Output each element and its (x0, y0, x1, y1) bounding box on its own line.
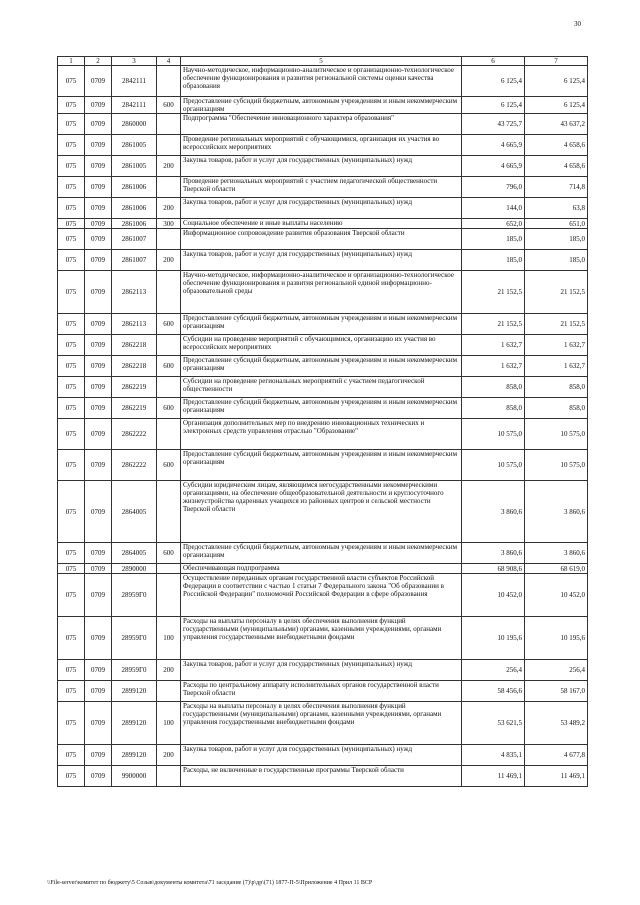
table-cell-c4: 600 (157, 314, 181, 335)
table-cell-c2: 0709 (85, 745, 112, 766)
table-cell-c6: 1 632,7 (462, 356, 525, 377)
table-cell-c3: 2842111 (112, 97, 157, 114)
table-cell-c1: 075 (58, 335, 85, 356)
table-cell-c3: 2861005 (112, 156, 157, 177)
table-cell-c6: 11 469,1 (462, 766, 525, 787)
table-cell-c7: 10 575,0 (525, 450, 588, 481)
table-cell-c5: Закупка товаров, работ и услуг для государственных (муниципальных) нужд (181, 250, 462, 271)
table-row (58, 335, 588, 356)
table-cell-c1: 075 (58, 177, 85, 198)
table-cell-c3: 28959Г0 (112, 660, 157, 681)
table-cell-c1: 075 (58, 617, 85, 660)
table-cell-c2: 0709 (85, 377, 112, 398)
table-cell-c2: 0709 (85, 271, 112, 314)
table-cell-c5: Предоставление субсидий бюджетным, автономным учреждениям и иным некоммерческим организациям (181, 543, 462, 564)
table-row (58, 543, 588, 564)
table-cell-c7: 4 677,8 (525, 745, 588, 766)
table-row (58, 564, 588, 574)
table-cell-c2: 0709 (85, 766, 112, 787)
table-cell-c7: 3 860,6 (525, 543, 588, 564)
table-cell-c1: 075 (58, 398, 85, 419)
table-cell-c4 (157, 114, 181, 135)
table-row (58, 114, 588, 135)
table-row (58, 574, 588, 617)
table-cell-c2: 0709 (85, 702, 112, 745)
header-cell: 5 (181, 57, 462, 66)
table-cell-c5: Закупка товаров, работ и услуг для государственных (муниципальных) нужд (181, 198, 462, 219)
table-cell-c5: Субсидии на проведение региональных мероприятий с участием педагогической общественности (181, 377, 462, 398)
table-cell-c1: 075 (58, 481, 85, 543)
table-cell-c2: 0709 (85, 617, 112, 660)
table-cell-c6: 58 456,6 (462, 681, 525, 702)
table-cell-c1: 075 (58, 766, 85, 787)
table-cell-c6: 10 575,0 (462, 450, 525, 481)
table-cell-c4 (157, 481, 181, 543)
table-cell-c3: 2861007 (112, 229, 157, 250)
table-cell-c2: 0709 (85, 198, 112, 219)
table-cell-c7: 651,0 (525, 219, 588, 229)
table-cell-c3: 9900000 (112, 766, 157, 787)
table-cell-c6: 1 632,7 (462, 335, 525, 356)
table-cell-c7: 4 658,6 (525, 156, 588, 177)
table-row (58, 377, 588, 398)
table-cell-c7: 714,8 (525, 177, 588, 198)
table-row (58, 314, 588, 335)
table-cell-c4 (157, 177, 181, 198)
table-cell-c1: 075 (58, 66, 85, 97)
table-cell-c7: 68 619,0 (525, 564, 588, 574)
table-cell-c3: 2864005 (112, 481, 157, 543)
table-cell-c6: 10 575,0 (462, 419, 525, 450)
table-cell-c6: 796,0 (462, 177, 525, 198)
table-cell-c5: Субсидии юридическим лицам, являющимся негосударственными некоммерческими организациями, на обеспечение общеобразовательной деятельности и круглосуточного жизнеустройства одаренных учащихся из районных центров и сельской местности Тверской области (181, 481, 462, 543)
table-cell-c5: Расходы, не включенные в государственные программы Тверской области (181, 766, 462, 787)
table-row (58, 745, 588, 766)
table-cell-c3: 2862219 (112, 398, 157, 419)
table-cell-c5: Обеспечивающая подпрограмма (181, 564, 462, 574)
table-cell-c1: 075 (58, 564, 85, 574)
table-cell-c7: 43 637,2 (525, 114, 588, 135)
table-cell-c1: 075 (58, 543, 85, 564)
table-cell-c4: 200 (157, 198, 181, 219)
table-cell-c6: 256,4 (462, 660, 525, 681)
table-cell-c4 (157, 766, 181, 787)
table-cell-c5: Расходы по центральному аппарату исполнительных органов государственной власти Тверской области (181, 681, 462, 702)
table-cell-c6: 3 860,6 (462, 543, 525, 564)
table-cell-c2: 0709 (85, 97, 112, 114)
table-row (58, 660, 588, 681)
table-cell-c5: Предоставление субсидий бюджетным, автономным учреждениям и иным некоммерческим организациям (181, 450, 462, 481)
budget-table (57, 56, 588, 787)
table-cell-c2: 0709 (85, 114, 112, 135)
table-cell-c1: 075 (58, 114, 85, 135)
table-cell-c6: 185,0 (462, 229, 525, 250)
table-cell-c2: 0709 (85, 229, 112, 250)
table-cell-c3: 2862219 (112, 377, 157, 398)
header-cell: 4 (157, 57, 181, 66)
table-cell-c6: 53 621,5 (462, 702, 525, 745)
table-cell-c3: 2862113 (112, 314, 157, 335)
table-cell-c4 (157, 66, 181, 97)
table-cell-c1: 075 (58, 314, 85, 335)
table-cell-c7: 10 575,0 (525, 419, 588, 450)
table-cell-c1: 075 (58, 702, 85, 745)
table-cell-c7: 11 469,1 (525, 766, 588, 787)
table-cell-c6: 6 125,4 (462, 97, 525, 114)
header-cell: 3 (112, 57, 157, 66)
table-cell-c2: 0709 (85, 219, 112, 229)
table-cell-c5: Расходы на выплаты персоналу в целях обеспечения выполнения функций государственными (муниципальными) органами, казенными учреждениями, органами управления государственными внебюджетными фондами (181, 702, 462, 745)
table-cell-c2: 0709 (85, 481, 112, 543)
table-cell-c7: 21 152,5 (525, 314, 588, 335)
table-cell-c3: 2862222 (112, 419, 157, 450)
table-cell-c4: 300 (157, 219, 181, 229)
table-cell-c5: Организация дополнительных мер по внедрению инновационных технических и электронных средств управления отраслью "Образование" (181, 419, 462, 450)
table-cell-c6: 10 452,0 (462, 574, 525, 617)
table-cell-c6: 43 725,7 (462, 114, 525, 135)
table-cell-c7: 63,8 (525, 198, 588, 219)
table-cell-c3: 2861006 (112, 219, 157, 229)
table-cell-c2: 0709 (85, 177, 112, 198)
table-cell-c5: Социальное обеспечение и иные выплаты населению (181, 219, 462, 229)
table-row (58, 156, 588, 177)
table-cell-c1: 075 (58, 219, 85, 229)
table-row (58, 219, 588, 229)
table-cell-c4 (157, 377, 181, 398)
table-cell-c3: 2842111 (112, 66, 157, 97)
table-cell-c6: 4 665,9 (462, 135, 525, 156)
table-cell-c4: 200 (157, 745, 181, 766)
table-cell-c3: 28959Г0 (112, 574, 157, 617)
table-cell-c2: 0709 (85, 681, 112, 702)
header-cell: 1 (58, 57, 85, 66)
table-cell-c3: 2861005 (112, 135, 157, 156)
table-row (58, 177, 588, 198)
table-cell-c3: 2899120 (112, 702, 157, 745)
table-cell-c3: 28959Г0 (112, 617, 157, 660)
table-row (58, 135, 588, 156)
table-cell-c3: 2860000 (112, 114, 157, 135)
table-cell-c5: Закупка товаров, работ и услуг для государственных (муниципальных) нужд (181, 156, 462, 177)
table-cell-c3: 2862222 (112, 450, 157, 481)
table-cell-c4 (157, 574, 181, 617)
table-cell-c6: 10 195,6 (462, 617, 525, 660)
table-cell-c5: Научно-методическое, информационно-аналитическое и организационно-технологическое обеспечение функционирования и развития региональной единой информационно-образовательной среды (181, 271, 462, 314)
table-row (58, 356, 588, 377)
table-cell-c5: Проведение региональных мероприятий с обучающимися, организация их участия во всероссийских мероприятиях (181, 135, 462, 156)
table-cell-c5: Предоставление субсидий бюджетным, автономным учреждениям и иным некоммерческим организациям (181, 356, 462, 377)
table-cell-c1: 075 (58, 377, 85, 398)
table-cell-c4: 600 (157, 398, 181, 419)
table-cell-c1: 075 (58, 745, 85, 766)
table-cell-c3: 2862113 (112, 271, 157, 314)
table-cell-c4 (157, 419, 181, 450)
table-cell-c5: Расходы на выплаты персоналу в целях обеспечения выполнения функций государственными (муниципальными) органами, казенными учреждениями, органами управления государственными внебюджетными фондами (181, 617, 462, 660)
table-cell-c6: 21 152,5 (462, 271, 525, 314)
table-cell-c5: Подпрограмма "Обеспечение инновационного характера образования" (181, 114, 462, 135)
table-cell-c5: Закупка товаров, работ и услуг для государственных (муниципальных) нужд (181, 660, 462, 681)
table-cell-c3: 2890000 (112, 564, 157, 574)
table-cell-c1: 075 (58, 419, 85, 450)
table-cell-c1: 075 (58, 229, 85, 250)
table-cell-c6: 3 860,6 (462, 481, 525, 543)
table-cell-c2: 0709 (85, 574, 112, 617)
table-cell-c2: 0709 (85, 660, 112, 681)
table-cell-c1: 075 (58, 250, 85, 271)
table-cell-c4: 100 (157, 617, 181, 660)
table-cell-c2: 0709 (85, 335, 112, 356)
table-cell-c7: 10 452,0 (525, 574, 588, 617)
table-cell-c1: 075 (58, 574, 85, 617)
table-cell-c1: 075 (58, 156, 85, 177)
table-cell-c7: 58 167,0 (525, 681, 588, 702)
table-cell-c2: 0709 (85, 156, 112, 177)
table-row (58, 702, 588, 745)
table-cell-c6: 652,0 (462, 219, 525, 229)
table-cell-c7: 4 658,6 (525, 135, 588, 156)
table-cell-c3: 2861006 (112, 198, 157, 219)
footer-file-path: \\File-server\комитет по бюджету\5 Созыв\документы комитета\71 заседание (7)\р\др\(71) 1877-П-5\Приложение 4 Прил 11 ВСР (47, 880, 373, 886)
table-cell-c3: 2899120 (112, 745, 157, 766)
table-row (58, 97, 588, 114)
table-cell-c7: 858,0 (525, 398, 588, 419)
table-cell-c2: 0709 (85, 564, 112, 574)
table-cell-c3: 2862218 (112, 335, 157, 356)
table-cell-c5: Предоставление субсидий бюджетным, автономным учреждениям и иным некоммерческим организациям (181, 398, 462, 419)
table-cell-c6: 4 665,9 (462, 156, 525, 177)
table-cell-c4: 100 (157, 702, 181, 745)
table-cell-c6: 68 908,6 (462, 564, 525, 574)
table-cell-c7: 858,0 (525, 377, 588, 398)
table-row (58, 198, 588, 219)
table-cell-c7: 21 152,5 (525, 271, 588, 314)
table-cell-c4: 600 (157, 450, 181, 481)
table-cell-c5: Научно-методическое, информационно-аналитическое и организационно-технологическое обеспечение функционирования и развития региональной системы оценки качества образования (181, 66, 462, 97)
table-cell-c1: 075 (58, 271, 85, 314)
table-cell-c7: 1 632,7 (525, 335, 588, 356)
table-cell-c4 (157, 681, 181, 702)
table-cell-c7: 6 125,4 (525, 66, 588, 97)
table-cell-c4 (157, 271, 181, 314)
table-cell-c6: 144,0 (462, 198, 525, 219)
table-row (58, 66, 588, 97)
table-cell-c6: 185,0 (462, 250, 525, 271)
table-cell-c4: 200 (157, 156, 181, 177)
table-cell-c3: 2861006 (112, 177, 157, 198)
table-row (58, 250, 588, 271)
table-cell-c7: 6 125,4 (525, 97, 588, 114)
table-cell-c7: 185,0 (525, 229, 588, 250)
table-cell-c4 (157, 335, 181, 356)
table-row (58, 450, 588, 481)
table-cell-c4: 600 (157, 97, 181, 114)
table-cell-c2: 0709 (85, 250, 112, 271)
table-row (58, 481, 588, 543)
header-cell: 2 (85, 57, 112, 66)
table-cell-c7: 53 489,2 (525, 702, 588, 745)
table-cell-c3: 2864005 (112, 543, 157, 564)
table-cell-c4 (157, 564, 181, 574)
table-cell-c1: 075 (58, 97, 85, 114)
table-cell-c4: 600 (157, 543, 181, 564)
table-cell-c4: 200 (157, 250, 181, 271)
table-cell-c5: Закупка товаров, работ и услуг для государственных (муниципальных) нужд (181, 745, 462, 766)
table-row (58, 271, 588, 314)
table-cell-c1: 075 (58, 135, 85, 156)
table-cell-c5: Осуществление переданных органам государственной власти субъектов Российской Федерации в соответствии с частью 1 статьи 7 Федерального закона "Об образовании в Российской Федерации" полномочий Российской Федерации в сфере образования (181, 574, 462, 617)
table-cell-c4 (157, 229, 181, 250)
table-cell-c7: 185,0 (525, 250, 588, 271)
table-cell-c6: 858,0 (462, 398, 525, 419)
table-row (58, 766, 588, 787)
table-cell-c7: 10 195,6 (525, 617, 588, 660)
table-cell-c4: 600 (157, 356, 181, 377)
table-cell-c1: 075 (58, 681, 85, 702)
table-cell-c5: Предоставление субсидий бюджетным, автономным учреждениям и иным некоммерческим организациям (181, 314, 462, 335)
table-cell-c1: 075 (58, 450, 85, 481)
table-cell-c1: 075 (58, 356, 85, 377)
table-cell-c3: 2862218 (112, 356, 157, 377)
table-cell-c2: 0709 (85, 356, 112, 377)
table-cell-c6: 21 152,5 (462, 314, 525, 335)
table-cell-c6: 6 125,4 (462, 66, 525, 97)
table-cell-c5: Проведение региональных мероприятий с участием педагогической общественности Тверской области (181, 177, 462, 198)
table-cell-c2: 0709 (85, 314, 112, 335)
table-header-row (58, 57, 588, 66)
table-cell-c5: Субсидии на проведение мероприятий с обучающимися, организацию их участия во всероссийских мероприятиях (181, 335, 462, 356)
table-cell-c2: 0709 (85, 543, 112, 564)
table-cell-c1: 075 (58, 660, 85, 681)
table-row (58, 398, 588, 419)
table-cell-c3: 2861007 (112, 250, 157, 271)
table-cell-c6: 858,0 (462, 377, 525, 398)
table-row (58, 419, 588, 450)
table-row (58, 229, 588, 250)
table-cell-c4 (157, 135, 181, 156)
table-cell-c3: 2899120 (112, 681, 157, 702)
table-cell-c7: 1 632,7 (525, 356, 588, 377)
table-cell-c1: 075 (58, 198, 85, 219)
page-number: 30 (574, 20, 581, 28)
table-cell-c2: 0709 (85, 398, 112, 419)
table-cell-c5: Информационное сопровождение развития образования Тверской области (181, 229, 462, 250)
header-cell: 7 (525, 57, 588, 66)
table-cell-c4: 200 (157, 660, 181, 681)
table-cell-c2: 0709 (85, 419, 112, 450)
header-cell: 6 (462, 57, 525, 66)
table-row (58, 617, 588, 660)
table-cell-c7: 256,4 (525, 660, 588, 681)
table-row (58, 681, 588, 702)
table-cell-c5: Предоставление субсидий бюджетным, автономным учреждениям и иным некоммерческим организациям (181, 97, 462, 114)
table-cell-c7: 3 860,6 (525, 481, 588, 543)
table-cell-c2: 0709 (85, 450, 112, 481)
table-cell-c2: 0709 (85, 135, 112, 156)
table-cell-c2: 0709 (85, 66, 112, 97)
table-cell-c6: 4 835,1 (462, 745, 525, 766)
